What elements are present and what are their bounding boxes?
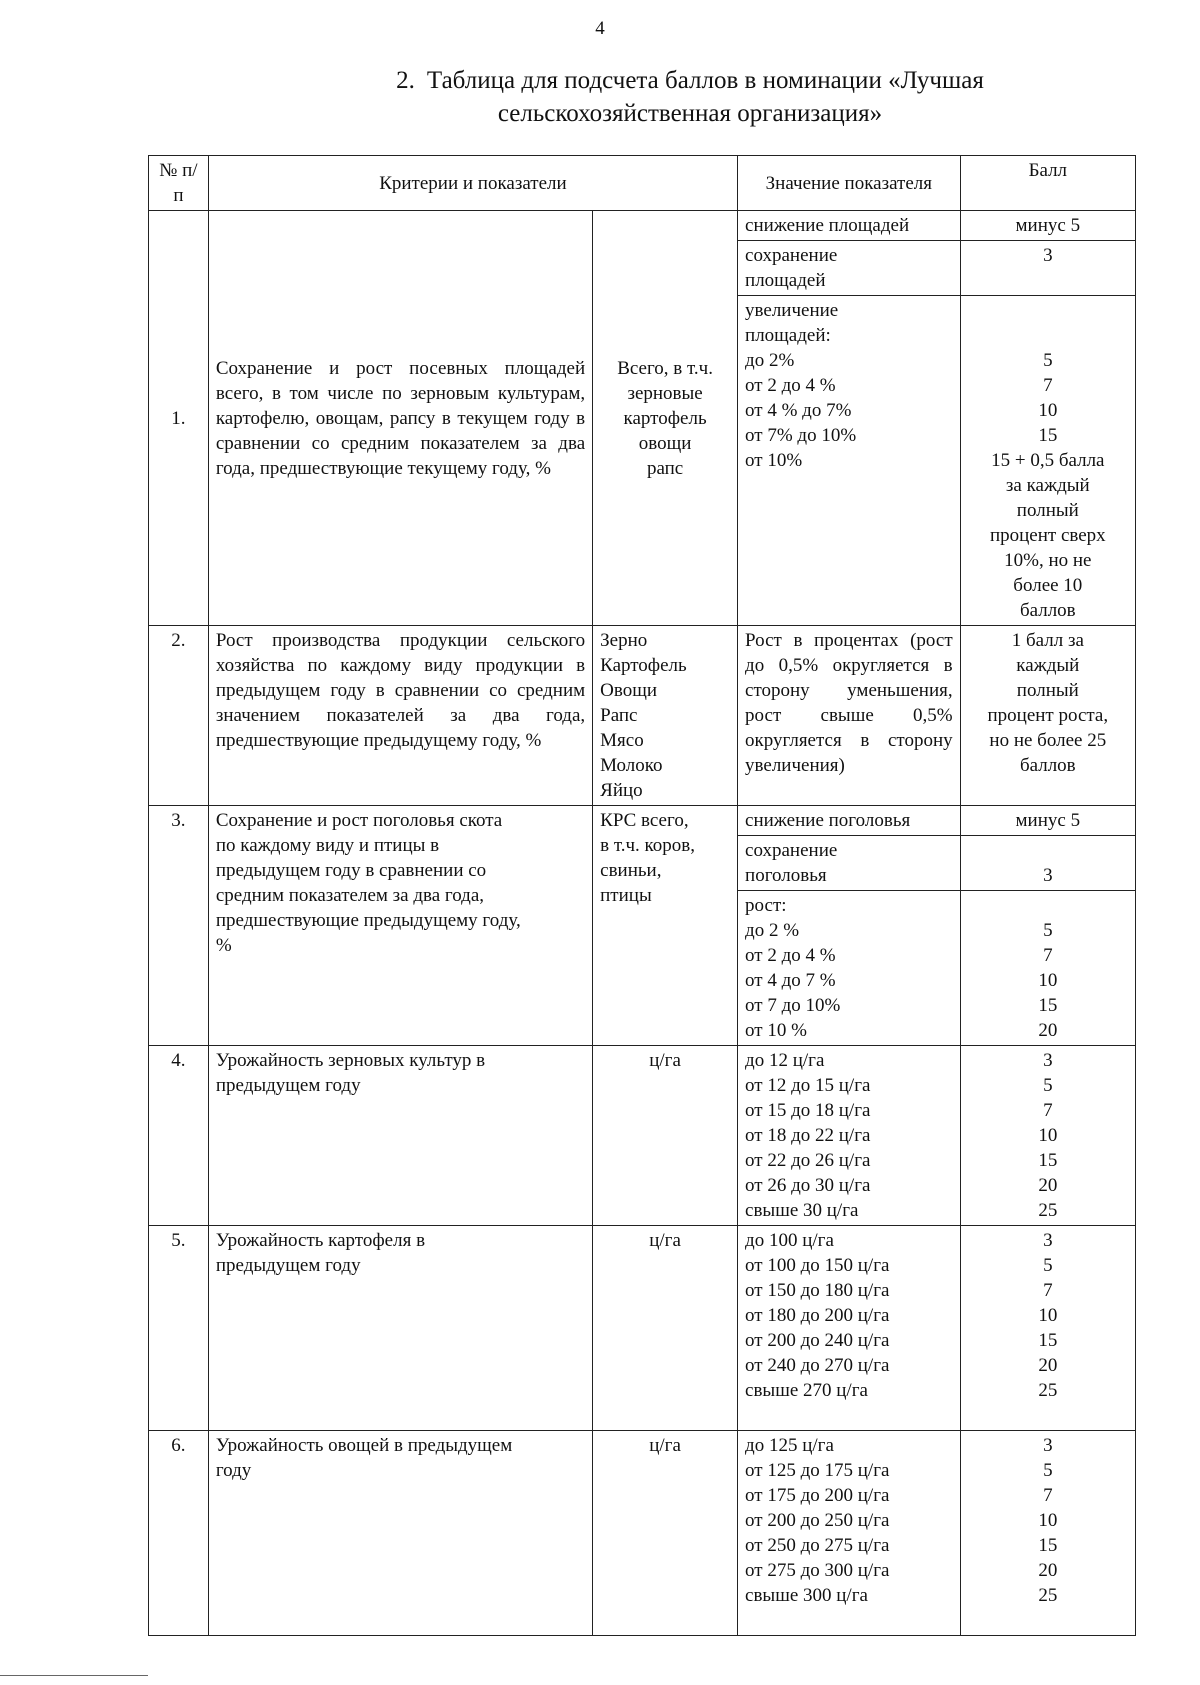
table-row bbox=[149, 1226, 1136, 1431]
title-text-1: Таблица для подсчета баллов в номинации «Лучшая bbox=[426, 67, 984, 94]
crop-item: Зерно bbox=[600, 630, 648, 651]
value-line: сохранение bbox=[745, 245, 838, 266]
footer-divider bbox=[0, 1675, 148, 1676]
row-number: 6. bbox=[149, 1431, 209, 1636]
crop-item: в т.ч. коров, bbox=[600, 835, 696, 856]
criteria-line: средним показателем за два года, bbox=[215, 885, 485, 906]
score-cell bbox=[960, 891, 1135, 1046]
value-cell: Рост в процентах (рост до 0,5% округляется в сторону уменьшения, рост свыше 0,5% округляется в сторону увеличения) bbox=[738, 626, 961, 806]
value-line: от 175 до 200 ц/га bbox=[745, 1485, 890, 1506]
value-line: до 12 ц/га bbox=[745, 1050, 825, 1071]
score-line: более 10 bbox=[1013, 575, 1083, 596]
criteria-line: по каждому виду и птицы в bbox=[215, 835, 440, 856]
crops-cell bbox=[593, 806, 738, 1046]
value-cell: снижение поголовья bbox=[738, 806, 961, 836]
score-line: 15 bbox=[1038, 1535, 1058, 1556]
crop-item: Картофель bbox=[600, 655, 687, 676]
value-line: до 125 ц/га bbox=[745, 1435, 834, 1456]
crops-cell bbox=[593, 211, 738, 626]
unit-cell: ц/га bbox=[593, 1431, 738, 1636]
value-line: свыше 30 ц/га bbox=[745, 1200, 859, 1221]
criteria-cell bbox=[208, 1046, 592, 1226]
score-line: 7 bbox=[1043, 1100, 1053, 1121]
crop-item: овощи bbox=[638, 432, 692, 454]
value-line: площадей: bbox=[745, 325, 831, 346]
score-cell bbox=[960, 296, 1135, 626]
value-line: от 240 до 270 ц/га bbox=[745, 1355, 890, 1376]
score-cell: 3 bbox=[960, 241, 1135, 296]
value-line: от 2 до 4 % bbox=[745, 945, 836, 966]
score-line: 5 bbox=[1043, 920, 1053, 941]
criteria-line: Сохранение и рост поголовья скота bbox=[215, 810, 503, 831]
score-line: баллов bbox=[1019, 600, 1076, 621]
unit-cell: ц/га bbox=[593, 1226, 738, 1431]
criteria-line: году bbox=[215, 1460, 252, 1481]
score-line: полный bbox=[1016, 680, 1079, 701]
score-line: 10 bbox=[1038, 1305, 1058, 1326]
score-line: 3 bbox=[1043, 865, 1053, 886]
value-cell bbox=[738, 1226, 961, 1431]
score-line: 10 bbox=[1038, 400, 1058, 421]
score-line: 10 bbox=[1038, 1510, 1058, 1531]
score-line: 20 bbox=[1038, 1355, 1058, 1376]
criteria-line: предыдущем году bbox=[215, 1255, 361, 1276]
table-row bbox=[149, 211, 1136, 241]
value-line: от 4 до 7 % bbox=[745, 970, 836, 991]
value-line: от 150 до 180 ц/га bbox=[745, 1280, 890, 1301]
value-line: от 180 до 200 ц/га bbox=[745, 1305, 890, 1326]
value-line: рост: bbox=[745, 895, 787, 916]
score-line: 15 bbox=[1038, 425, 1058, 446]
value-line: от 100 до 150 ц/га bbox=[745, 1255, 890, 1276]
criteria-line: % bbox=[215, 935, 232, 956]
value-cell bbox=[738, 1431, 961, 1636]
criteria-line: предшествующие предыдущему году, bbox=[215, 910, 521, 931]
score-line: 20 bbox=[1038, 1560, 1058, 1581]
value-line: от 12 до 15 ц/га bbox=[745, 1075, 871, 1096]
score-line: 15 bbox=[1038, 1150, 1058, 1171]
row-number: 5. bbox=[149, 1226, 209, 1431]
score-line: полный bbox=[1016, 500, 1079, 521]
document-title bbox=[330, 64, 1050, 130]
value-line: свыше 300 ц/га bbox=[745, 1585, 868, 1606]
score-line: 25 bbox=[1038, 1585, 1058, 1606]
value-cell bbox=[738, 1046, 961, 1226]
criteria-line: предыдущем году bbox=[215, 1075, 361, 1096]
score-line: 20 bbox=[1038, 1175, 1058, 1196]
score-line: 3 bbox=[1043, 1435, 1053, 1456]
criteria-cell bbox=[208, 1226, 592, 1431]
score-line: 7 bbox=[1043, 1280, 1053, 1301]
header-value: Значение показателя bbox=[738, 156, 961, 211]
crop-item: Молоко bbox=[600, 755, 663, 776]
value-line: сохранение bbox=[745, 840, 838, 861]
value-spacer bbox=[745, 1608, 953, 1633]
title-number: 2. bbox=[396, 67, 415, 94]
score-spacer bbox=[968, 298, 1128, 323]
score-cell: минус 5 bbox=[960, 211, 1135, 241]
value-cell bbox=[738, 296, 961, 626]
score-line: каждый bbox=[1016, 655, 1080, 676]
title-line-2: сельскохозяйственная организация» bbox=[497, 100, 883, 127]
value-line: от 125 до 175 ц/га bbox=[745, 1460, 890, 1481]
score-spacer bbox=[968, 893, 1128, 918]
score-line: 25 bbox=[1038, 1380, 1058, 1401]
value-line: от 7 до 10% bbox=[745, 995, 841, 1016]
crop-item: Мясо bbox=[600, 730, 644, 751]
score-line: 25 bbox=[1038, 1200, 1058, 1221]
criteria-cell: Сохранение и рост посевных площадей всего, в том числе по зерновым культурам, картофелю, овощам, рапсу в текущем году в сравнении со средним показателем за два года, предшествующие текущему году, % bbox=[208, 211, 592, 626]
row-number: 4. bbox=[149, 1046, 209, 1226]
value-line: от 18 до 22 ц/га bbox=[745, 1125, 871, 1146]
value-cell bbox=[738, 241, 961, 296]
crop-item: зерновые bbox=[627, 382, 703, 404]
score-spacer bbox=[968, 323, 1128, 348]
criteria-cell bbox=[208, 1431, 592, 1636]
score-line: 5 bbox=[1043, 1075, 1053, 1096]
criteria-line: Урожайность овощей в предыдущем bbox=[215, 1435, 513, 1456]
value-line: увеличение bbox=[745, 300, 839, 321]
unit-cell: ц/га bbox=[593, 1046, 738, 1226]
value-cell: снижение площадей bbox=[738, 211, 961, 241]
value-line: от 10 % bbox=[745, 1020, 807, 1041]
table-row bbox=[149, 1431, 1136, 1636]
value-line: от 15 до 18 ц/га bbox=[745, 1100, 871, 1121]
value-line: от 4 % до 7% bbox=[745, 400, 852, 421]
score-line: за каждый bbox=[1005, 475, 1090, 496]
value-line: до 2 % bbox=[745, 920, 800, 941]
value-line: от 10% bbox=[745, 450, 803, 471]
score-line: 1 балл за bbox=[1011, 630, 1084, 651]
crop-item: рапс bbox=[646, 457, 684, 479]
value-line: от 26 до 30 ц/га bbox=[745, 1175, 871, 1196]
crop-item: свиньи, bbox=[600, 860, 662, 881]
crop-item: Всего, в т.ч. bbox=[617, 357, 713, 379]
score-line: 7 bbox=[1043, 1485, 1053, 1506]
score-line: 15 bbox=[1038, 995, 1058, 1016]
criteria-cell: Рост производства продукции сельского хозяйства по каждому виду продукции в предыдущем году в сравнении со средним значением показателей за два года, предшествующие предыдущему году, % bbox=[208, 626, 592, 806]
score-line: процент роста, bbox=[987, 705, 1109, 726]
value-line: площадей bbox=[745, 270, 826, 291]
header-criteria: Критерии и показатели bbox=[208, 156, 737, 211]
value-line: от 275 до 300 ц/га bbox=[745, 1560, 890, 1581]
score-line: 7 bbox=[1043, 375, 1053, 396]
score-line: 3 bbox=[1043, 1230, 1053, 1251]
score-cell bbox=[960, 1226, 1135, 1431]
score-cell: минус 5 bbox=[960, 806, 1135, 836]
header-row bbox=[149, 156, 1136, 211]
score-line: 20 bbox=[1038, 1020, 1058, 1041]
header-score: Балл bbox=[960, 156, 1135, 211]
value-line: от 7% до 10% bbox=[745, 425, 857, 446]
value-spacer bbox=[745, 1403, 953, 1428]
row-number: 2. bbox=[149, 626, 209, 806]
crop-item: Яйцо bbox=[600, 780, 643, 801]
score-line: 3 bbox=[1043, 1050, 1053, 1071]
value-line: от 22 до 26 ц/га bbox=[745, 1150, 871, 1171]
score-line: баллов bbox=[1019, 755, 1076, 776]
score-line: 10%, но не bbox=[1004, 550, 1092, 571]
value-line: поголовья bbox=[745, 865, 827, 886]
criteria-line: Урожайность картофеля в bbox=[215, 1230, 426, 1251]
score-table bbox=[148, 155, 1136, 1636]
value-line: свыше 270 ц/га bbox=[745, 1380, 868, 1401]
table-row bbox=[149, 626, 1136, 806]
value-line: до 100 ц/га bbox=[745, 1230, 834, 1251]
score-line: 15 + 0,5 балла bbox=[991, 450, 1105, 471]
value-line: от 250 до 275 ц/га bbox=[745, 1535, 890, 1556]
row-number: 1. bbox=[149, 211, 209, 626]
score-line: 10 bbox=[1038, 970, 1058, 991]
crop-item: Рапс bbox=[600, 705, 638, 726]
value-line: от 200 до 250 ц/га bbox=[745, 1510, 890, 1531]
score-line: 10 bbox=[1038, 1125, 1058, 1146]
row-number: 3. bbox=[149, 806, 209, 1046]
crop-item: КРС всего, bbox=[600, 810, 689, 831]
criteria-cell bbox=[208, 806, 592, 1046]
page-number: 4 bbox=[595, 18, 605, 39]
score-cell bbox=[960, 1046, 1135, 1226]
score-cell bbox=[960, 626, 1135, 806]
criteria-line: Урожайность зерновых культур в bbox=[215, 1050, 486, 1071]
crops-cell bbox=[593, 626, 738, 806]
crop-item: птицы bbox=[600, 885, 652, 906]
score-spacer bbox=[968, 838, 1128, 863]
crop-item: Овощи bbox=[600, 680, 658, 701]
score-line: 15 bbox=[1038, 1330, 1058, 1351]
crop-item: картофель bbox=[623, 407, 707, 429]
score-line: но не более 25 bbox=[989, 730, 1107, 751]
score-line: процент сверх bbox=[989, 525, 1106, 546]
value-line: от 2 до 4 % bbox=[745, 375, 836, 396]
table-row bbox=[149, 806, 1136, 836]
score-cell bbox=[960, 1431, 1135, 1636]
title-line-1 bbox=[330, 64, 1050, 97]
score-line: 5 bbox=[1043, 1460, 1053, 1481]
value-line: до 2% bbox=[745, 350, 795, 371]
score-line: 7 bbox=[1043, 945, 1053, 966]
score-cell bbox=[960, 836, 1135, 891]
value-line: от 200 до 240 ц/га bbox=[745, 1330, 890, 1351]
criteria-line: предыдущем году в сравнении со bbox=[215, 860, 487, 881]
score-line: 5 bbox=[1043, 350, 1053, 371]
table-row bbox=[149, 1046, 1136, 1226]
score-line: 5 bbox=[1043, 1255, 1053, 1276]
header-no: № п/п bbox=[149, 156, 209, 211]
value-cell bbox=[738, 836, 961, 891]
value-cell bbox=[738, 891, 961, 1046]
